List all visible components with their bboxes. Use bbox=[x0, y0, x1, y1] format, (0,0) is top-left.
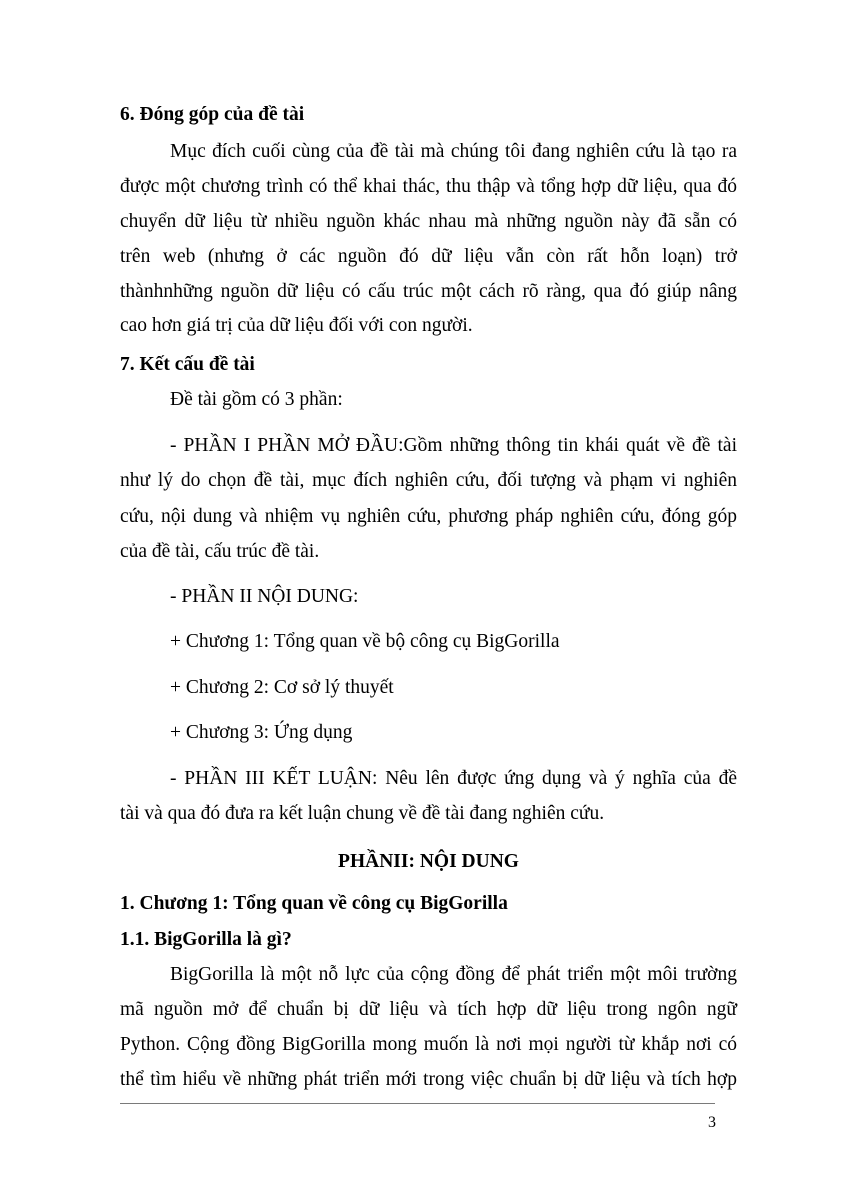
chapter-list-item: + Chương 3: Ứng dụng bbox=[170, 722, 353, 743]
part-3-line: - PHẦN III KẾT LUẬN: Nêu lên được ứng dụng và ý nghĩa của đề bbox=[170, 768, 737, 789]
paragraph-line: thànhnhững nguồn dữ liệu có cấu trúc một cách rõ ràng, qua đó giúp nâng bbox=[120, 281, 737, 302]
section-6-heading: 6. Đóng góp của đề tài bbox=[120, 104, 305, 125]
paragraph-line: cao hơn giá trị của dữ liệu đối với con người. bbox=[120, 315, 473, 336]
page-number: 3 bbox=[708, 1114, 716, 1131]
part-2-label: - PHẦN II NỘI DUNG: bbox=[170, 586, 359, 607]
paragraph-line: trên web (nhưng ở các nguồn đó dữ liệu vẫn còn rất hỗn loạn) trở bbox=[120, 246, 737, 267]
paragraph-line: được một chương trình có thể khai thác, thu thập và tổng hợp dữ liệu, qua đó bbox=[120, 176, 737, 197]
chapter-1-heading: 1. Chương 1: Tổng quan về công cụ BigGorilla bbox=[120, 893, 508, 914]
part-1-line: của đề tài, cấu trúc đề tài. bbox=[120, 541, 320, 562]
paragraph-line: BigGorilla là một nỗ lực của cộng đồng để phát triển một môi trường bbox=[170, 964, 737, 985]
part-2-title: PHẦNII: NỘI DUNG bbox=[338, 851, 519, 872]
paragraph-line: Python. Cộng đồng BigGorilla mong muốn là nơi mọi người từ khắp nơi có bbox=[120, 1034, 737, 1055]
chapter-list-item: + Chương 1: Tổng quan về bộ công cụ BigGorilla bbox=[170, 631, 560, 652]
subsection-1-1-heading: 1.1. BigGorilla là gì? bbox=[120, 929, 292, 950]
section-7-heading: 7. Kết cấu đề tài bbox=[120, 354, 255, 375]
part-1-line: cứu, nội dung và nhiệm vụ nghiên cứu, phương pháp nghiên cứu, đóng góp bbox=[120, 506, 737, 527]
paragraph-line: chuyển dữ liệu từ nhiều nguồn khác nhau mà những nguồn này đã sẵn có bbox=[120, 211, 737, 232]
paragraph-line: Mục đích cuối cùng của đề tài mà chúng tôi đang nghiên cứu là tạo ra bbox=[170, 141, 737, 162]
part-1-line: - PHẦN I PHẦN MỞ ĐẦU:Gồm những thông tin khái quát về đề tài bbox=[170, 435, 737, 456]
section-7-intro: Đề tài gồm có 3 phần: bbox=[170, 389, 343, 410]
paragraph-line: mã nguồn mở để chuẩn bị dữ liệu và tích hợp dữ liệu trong ngôn ngữ bbox=[120, 999, 737, 1020]
footer-divider bbox=[120, 1103, 715, 1104]
paragraph-line: thể tìm hiểu về những phát triển mới trong việc chuẩn bị dữ liệu và tích hợp bbox=[120, 1069, 737, 1090]
chapter-list-item: + Chương 2: Cơ sở lý thuyết bbox=[170, 677, 394, 698]
part-1-line: như lý do chọn đề tài, mục đích nghiên cứu, đối tượng và phạm vi nghiên bbox=[120, 470, 737, 491]
part-3-line: tài và qua đó đưa ra kết luận chung về đề tài đang nghiên cứu. bbox=[120, 803, 605, 824]
